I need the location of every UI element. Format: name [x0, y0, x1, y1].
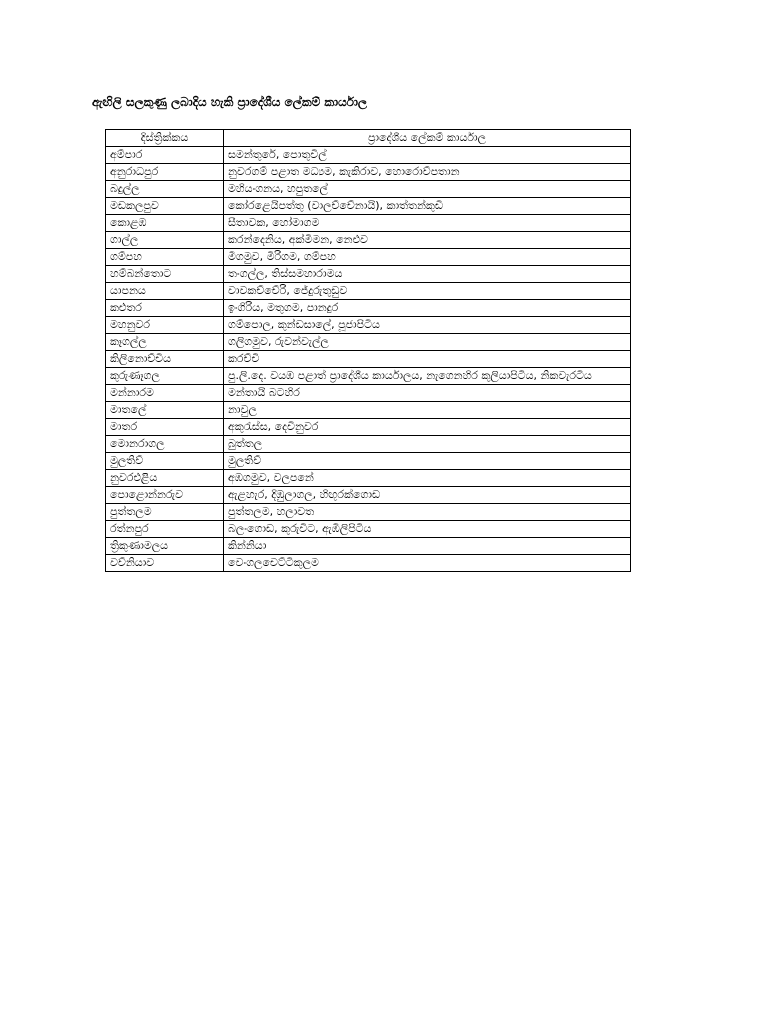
offices-cell: මන්තායි බටහිර — [224, 385, 631, 402]
district-cell: නුවරඑළිය — [106, 470, 224, 487]
table-row — [106, 419, 631, 436]
table-row — [106, 538, 631, 555]
divisional-offices-table — [105, 129, 631, 572]
table-row — [106, 385, 631, 402]
district-cell: මහනුවර — [106, 317, 224, 334]
offices-cell: ගම්පොල, කුන්ඩසාලේ, පූජාපිටිය — [224, 317, 631, 334]
table-row — [106, 317, 631, 334]
offices-cell: කෝරළෙයිපත්තු (වාලච්චේනායි), කාත්තන්කුඩි — [224, 198, 631, 215]
offices-cell: වෙංගලචෙට්ටිකුලම — [224, 555, 631, 572]
offices-cell: මහියංගනය, හපුතලේ — [224, 181, 631, 198]
district-cell: යාපනය — [106, 283, 224, 300]
offices-cell: මීගමුව, මීරිගම, ගම්පහ — [224, 249, 631, 266]
header-district: දිස්ත්‍රික්කය — [106, 130, 224, 147]
district-cell: කෑගල්ල — [106, 334, 224, 351]
table-row — [106, 181, 631, 198]
district-cell: කිලිනොච්චිය — [106, 351, 224, 368]
offices-cell: ගලිගමුව, රුවන්වැල්ල — [224, 334, 631, 351]
offices-cell: කරන්දෙනිය, අක්මීමන, නෙළුව — [224, 232, 631, 249]
district-cell: පුත්තලම — [106, 504, 224, 521]
district-cell: මන්නාරම — [106, 385, 224, 402]
table-row — [106, 555, 631, 572]
district-cell: ගාල්ල — [106, 232, 224, 249]
district-cell: පොළොන්නරුව — [106, 487, 224, 504]
offices-cell: පු.ලි.දෙ. වයඹ පළාත් ප්‍රාදේශීය කාර්යාලය, නැගෙනහිර කුලියාපිටිය, නිකවැරටිය — [224, 368, 631, 385]
table-row — [106, 351, 631, 368]
table-row — [106, 232, 631, 249]
offices-cell: ඇළහැර, දිඹුලාගල, හිඟුරක්ගොඩ — [224, 487, 631, 504]
table-row — [106, 487, 631, 504]
table-row — [106, 215, 631, 232]
district-cell: මාතර — [106, 419, 224, 436]
table-row — [106, 164, 631, 181]
district-cell: කළුතර — [106, 300, 224, 317]
offices-cell: මුලතිව් — [224, 453, 631, 470]
district-cell: හම්බන්තොට — [106, 266, 224, 283]
header-offices: ප්‍රාදේශීය ලේකම් කාර්යාල — [224, 130, 631, 147]
table-row — [106, 334, 631, 351]
offices-cell: අඹගමුව, වලපනේ — [224, 470, 631, 487]
table-row — [106, 402, 631, 419]
district-cell: අම්පාර — [106, 147, 224, 164]
district-cell: බදුල්ල — [106, 181, 224, 198]
table-row — [106, 470, 631, 487]
offices-cell: බුත්තල — [224, 436, 631, 453]
district-cell: අනුරාධපුර — [106, 164, 224, 181]
district-cell: මාතලේ — [106, 402, 224, 419]
offices-cell: බලංගොඩ, කුරුවිට, ඇඹිලිපිටිය — [224, 521, 631, 538]
table-row — [106, 147, 631, 164]
district-cell: මඩකලපුව — [106, 198, 224, 215]
offices-cell: සීතාවක, හෝමාගම — [224, 215, 631, 232]
district-cell: මොනරාගල — [106, 436, 224, 453]
offices-cell: සමන්තුරේ, පොතුවිල් — [224, 147, 631, 164]
district-cell: ගම්පහ — [106, 249, 224, 266]
table-row — [106, 436, 631, 453]
district-cell: රත්නපුර — [106, 521, 224, 538]
offices-cell: නාවුල — [224, 402, 631, 419]
offices-cell: ඉංගිරිය, මතුගම, පානදුර — [224, 300, 631, 317]
offices-cell: වාවකච්චේරි, ජේදුරුතුඩුව — [224, 283, 631, 300]
district-cell: කුරුණෑගල — [106, 368, 224, 385]
table-row — [106, 283, 631, 300]
district-cell: මුලතිව් — [106, 453, 224, 470]
page-title: ඇඟිලි සලකුණු ලබාදිය හැකි ප්‍රාදේශීය ලේකම් කාර්යාල — [92, 95, 368, 109]
district-cell: ත්‍රිකුණාමලය — [106, 538, 224, 555]
district-cell: කොළඹ — [106, 215, 224, 232]
table-row — [106, 266, 631, 283]
table-row — [106, 453, 631, 470]
table-row — [106, 368, 631, 385]
offices-cell: නුවරගම් පළාත මධ්‍යම, කැකිරාව, හොරොව්පතාන — [224, 164, 631, 181]
table-header-row — [106, 130, 631, 147]
table-body — [106, 147, 631, 572]
table-row — [106, 300, 631, 317]
table-row — [106, 249, 631, 266]
offices-cell: කරච්චි — [224, 351, 631, 368]
offices-cell: අකුරැස්ස, දෙවිනුවර — [224, 419, 631, 436]
offices-cell: තංගල්ල, තිස්සමහාරාමය — [224, 266, 631, 283]
table-row — [106, 504, 631, 521]
offices-cell: පුත්තලම, හලාවත — [224, 504, 631, 521]
offices-cell: කින්නියා — [224, 538, 631, 555]
table-row — [106, 198, 631, 215]
district-cell: වව්නියාව — [106, 555, 224, 572]
table-row — [106, 521, 631, 538]
